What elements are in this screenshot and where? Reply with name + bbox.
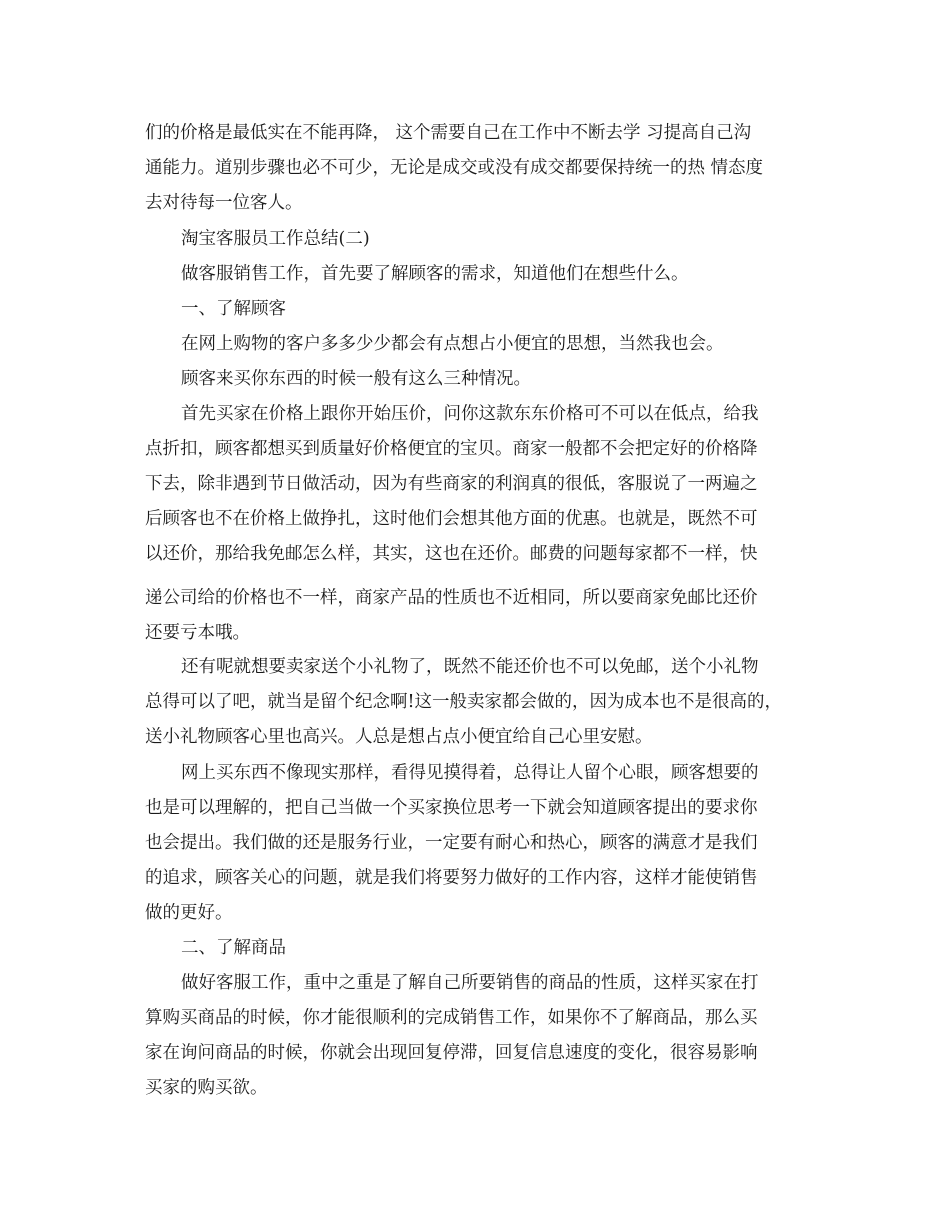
text-line: 递公司给的价格也不一样，商家产品的性质也不近相同，所以要商家免邮比还价 bbox=[145, 588, 758, 608]
text-line: 下去，除非遇到节日做活动，因为有些商家的利润真的很低，客服说了一两遍之 bbox=[145, 474, 758, 494]
paragraph-line: 在网上购物的客户多多少少都会有点想占小便宜的思想，当然我也会。 bbox=[181, 334, 724, 354]
paragraph-line: 还有呢就想要卖家送个小礼物了，既然不能还价也不可以免邮，送个小礼物 bbox=[181, 657, 759, 677]
text-line: 家在询问商品的时候，你就会出现回复停滞，回复信息速度的变化，很容易影响 bbox=[145, 1043, 758, 1063]
text-line: 买家的购买欲。 bbox=[145, 1078, 268, 1098]
text-line: 送小礼物顾客心里也高兴。人总是想占点小便宜给自己心里安慰。 bbox=[145, 727, 653, 747]
section-heading: 一、了解顾客 bbox=[181, 299, 286, 319]
text-line: 通能力。道别步骤也必不可少，无论是成交或没有成交都要保持统一的热 情态度 bbox=[145, 158, 764, 178]
text-line: 的追求，顾客关心的问题，就是我们将要努力做好的工作内容，这样才能使销售 bbox=[145, 868, 758, 888]
paragraph-line: 顾客来买你东西的时候一般有这么三种情况。 bbox=[181, 369, 531, 389]
text-line: 还要亏本哦。 bbox=[145, 623, 250, 643]
text-line: 算购买商品的时候，你才能很顺利的完成销售工作，如果你不了解商品，那么买 bbox=[145, 1008, 758, 1028]
section-heading: 二、了解商品 bbox=[181, 938, 286, 958]
paragraph-line: 首先买家在价格上跟你开始压价，问你这款东东价格可不可以在低点，给我 bbox=[181, 404, 759, 424]
section-title: 淘宝客服员工作总结(二) bbox=[181, 229, 370, 249]
paragraph-line: 做好客服工作，重中之重是了解自己所要销售的商品的性质，这样买家在打 bbox=[181, 973, 759, 993]
text-line: 做的更好。 bbox=[145, 903, 233, 923]
text-line: 也是可以理解的，把自己当做一个买家换位思考一下就会知道顾客提出的要求你 bbox=[145, 798, 758, 818]
text-line: 也会提出。我们做的还是服务行业，一定要有耐心和热心，顾客的满意才是我们 bbox=[145, 833, 758, 853]
text-line: 以还价，那给我免邮怎么样，其实，这也在还价。邮费的问题每家都不一样，快 bbox=[145, 544, 758, 564]
text-line: 们的价格是最低实在不能再降， 这个需要自己在工作中不断去学 习提高自己沟 bbox=[145, 123, 752, 143]
paragraph-line: 做客服销售工作，首先要了解顾客的需求，知道他们在想些什么。 bbox=[181, 264, 689, 284]
paragraph-line: 网上买东西不像现实那样，看得见摸得着，总得让人留个心眼，顾客想要的 bbox=[181, 763, 759, 783]
text-line: 点折扣，顾客都想买到质量好价格便宜的宝贝。商家一般都不会把定好的价格降 bbox=[145, 439, 758, 459]
text-line: 总得可以了吧，就当是留个纪念啊!这一般卖家都会做的，因为成本也不是很高的， bbox=[145, 692, 783, 712]
text-line: 后顾客也不在价格上做挣扎，这时他们会想其他方面的优惠。也就是，既然不可 bbox=[145, 509, 758, 529]
text-line: 去对待每一位客人。 bbox=[145, 193, 303, 213]
